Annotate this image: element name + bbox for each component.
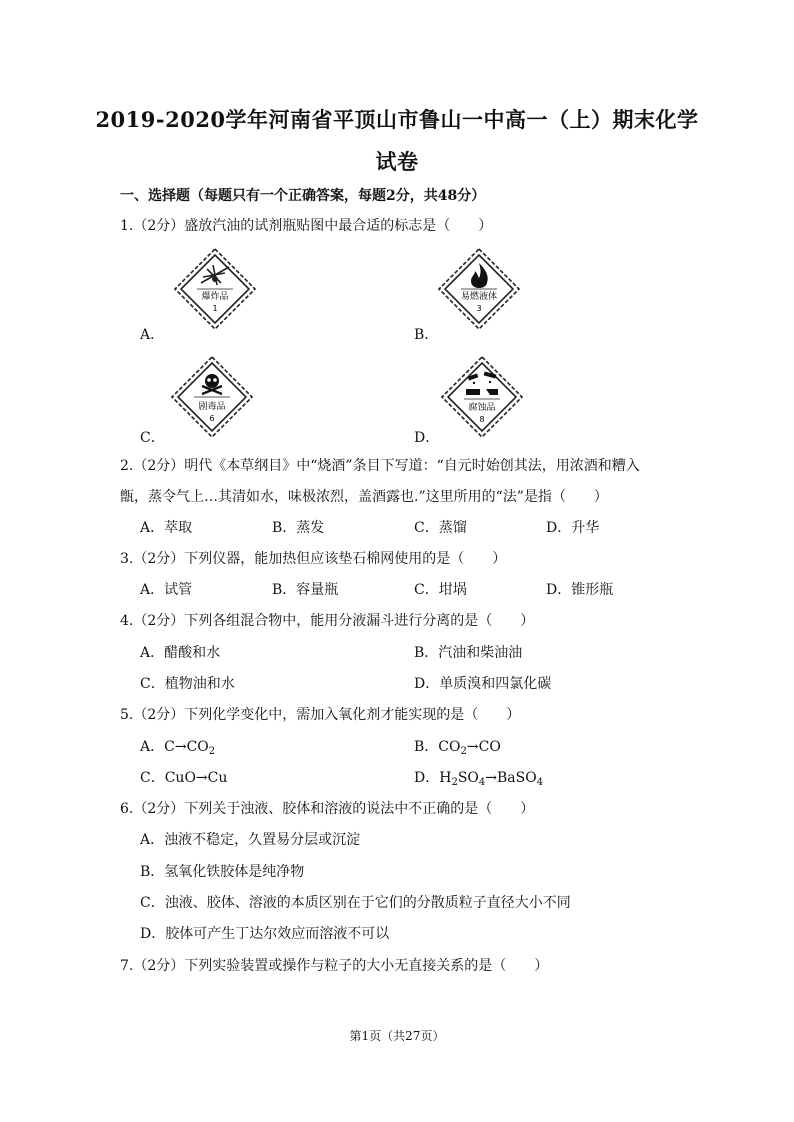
q4-option-c: C．植物油和水: [140, 676, 235, 692]
sign-d-number: 8: [479, 415, 485, 424]
question-2-stem-line1: 2.（2分）明代《本草纲目》中“烧酒”条目下写道：“自元时始创其法，用浓酒和糟入: [120, 458, 640, 474]
q1-option-c-label: C．: [140, 430, 165, 446]
q1-option-d-label: D．: [414, 430, 440, 446]
sign-d-text: 腐蚀品: [468, 403, 496, 413]
sign-b-text: 易燃液体: [460, 292, 498, 302]
q2-option-d: D．升华: [546, 520, 600, 536]
page-title-line1: 2019-2020学年河南省平顶山市鲁山一中高一（上）期末化学: [95, 107, 699, 132]
question-5-stem: 5.（2分）下列化学变化中，需加入氧化剂才能实现的是（ ）: [120, 707, 521, 723]
sign-c-number: 6: [209, 414, 215, 423]
q5-a-sub: 2: [208, 746, 216, 757]
q6-option-a: A．浊液不稳定，久置易分层或沉淀: [140, 832, 361, 848]
q5-c-label: C．: [140, 770, 165, 786]
question-3-stem: 3.（2分）下列仪器，能加热但应该垫石棉网使用的是（ ）: [120, 551, 507, 567]
page-title-line2: 试卷: [375, 149, 419, 174]
q3-option-d: D．锥形瓶: [546, 582, 614, 598]
q5-b-text2: →CO: [466, 739, 501, 755]
q4-option-d: D．单质溴和四氯化碳: [414, 676, 552, 692]
section-heading: 一、选择题（每题只有一个正确答案，每题2分，共48分）: [120, 188, 486, 204]
q5-d-sub2: 4: [478, 777, 486, 788]
question-6-stem: 6.（2分）下列关于浊液、胶体和溶液的说法中不正确的是（ ）: [120, 801, 535, 817]
page-footer: 第1页（共27页）: [349, 1029, 445, 1043]
q5-option-b: [414, 737, 501, 757]
corrosive-sign-icon: [440, 355, 524, 439]
q4-option-b: B．汽油和柴油油: [414, 645, 523, 661]
q5-d-sub3: 4: [536, 777, 544, 788]
q3-option-a: A．试管: [140, 582, 193, 598]
q5-b-text1: CO: [438, 739, 461, 755]
sign-c-text: 剧毒品: [198, 402, 226, 412]
toxic-sign-icon: [170, 355, 254, 439]
q4-option-a: A．醋酸和水: [140, 645, 221, 661]
q6-option-d: D．胶体可产生丁达尔效应而溶液不可以: [140, 926, 390, 942]
q5-d-text1: H: [439, 770, 452, 786]
explosive-hazard-sign-icon: [173, 247, 257, 331]
q5-d-text2: SO: [457, 770, 479, 786]
sign-a-number: 1: [212, 304, 218, 313]
q5-c-text: CuO→Cu: [164, 770, 228, 786]
q3-option-b: B．容量瓶: [272, 582, 339, 598]
q2-option-a: A．萃取: [140, 520, 193, 536]
q2-option-c: C．蒸馏: [414, 520, 467, 536]
q5-option-a: [140, 737, 215, 757]
sign-a-text: 爆炸品: [201, 292, 229, 302]
q6-option-b: B．氢氧化铁胶体是纯净物: [140, 864, 305, 880]
question-7-stem: 7.（2分）下列实验装置或操作与粒子的大小无直接关系的是（ ）: [120, 958, 549, 974]
q3-option-c: C．坩埚: [414, 582, 467, 598]
q5-d-label: D．: [414, 770, 440, 786]
q5-a-label: A．: [140, 739, 165, 755]
q5-d-sub1: 2: [451, 777, 458, 788]
sign-b-number: 3: [476, 304, 482, 313]
q6-option-c: C．浊液、胶体、溶液的本质区别在于它们的分散质粒子直径大小不同: [140, 895, 571, 911]
q5-a-text: C→CO: [164, 739, 209, 755]
q5-option-d: [414, 768, 543, 788]
flammable-liquid-sign-icon: [437, 247, 521, 331]
question-1-stem: 1.（2分）盛放汽油的试剂瓶贴图中最合适的标志是（ ）: [120, 218, 493, 234]
question-4-stem: 4.（2分）下列各组混合物中，能用分液漏斗进行分离的是（ ）: [120, 613, 535, 629]
q5-option-c: [140, 768, 227, 788]
q5-b-sub: 2: [460, 746, 467, 757]
q1-option-a-label: A．: [140, 327, 165, 343]
q5-d-text3: →BaSO: [485, 770, 537, 786]
q2-option-b: B．蒸发: [272, 520, 325, 536]
q5-b-label: B．: [414, 739, 439, 755]
question-2-stem-line2: 甑，蒸令气上…其清如水，味极浓烈，盖酒露也.”这里所用的“法”是指（ ）: [120, 489, 608, 505]
q1-option-b-label: B．: [414, 327, 439, 343]
